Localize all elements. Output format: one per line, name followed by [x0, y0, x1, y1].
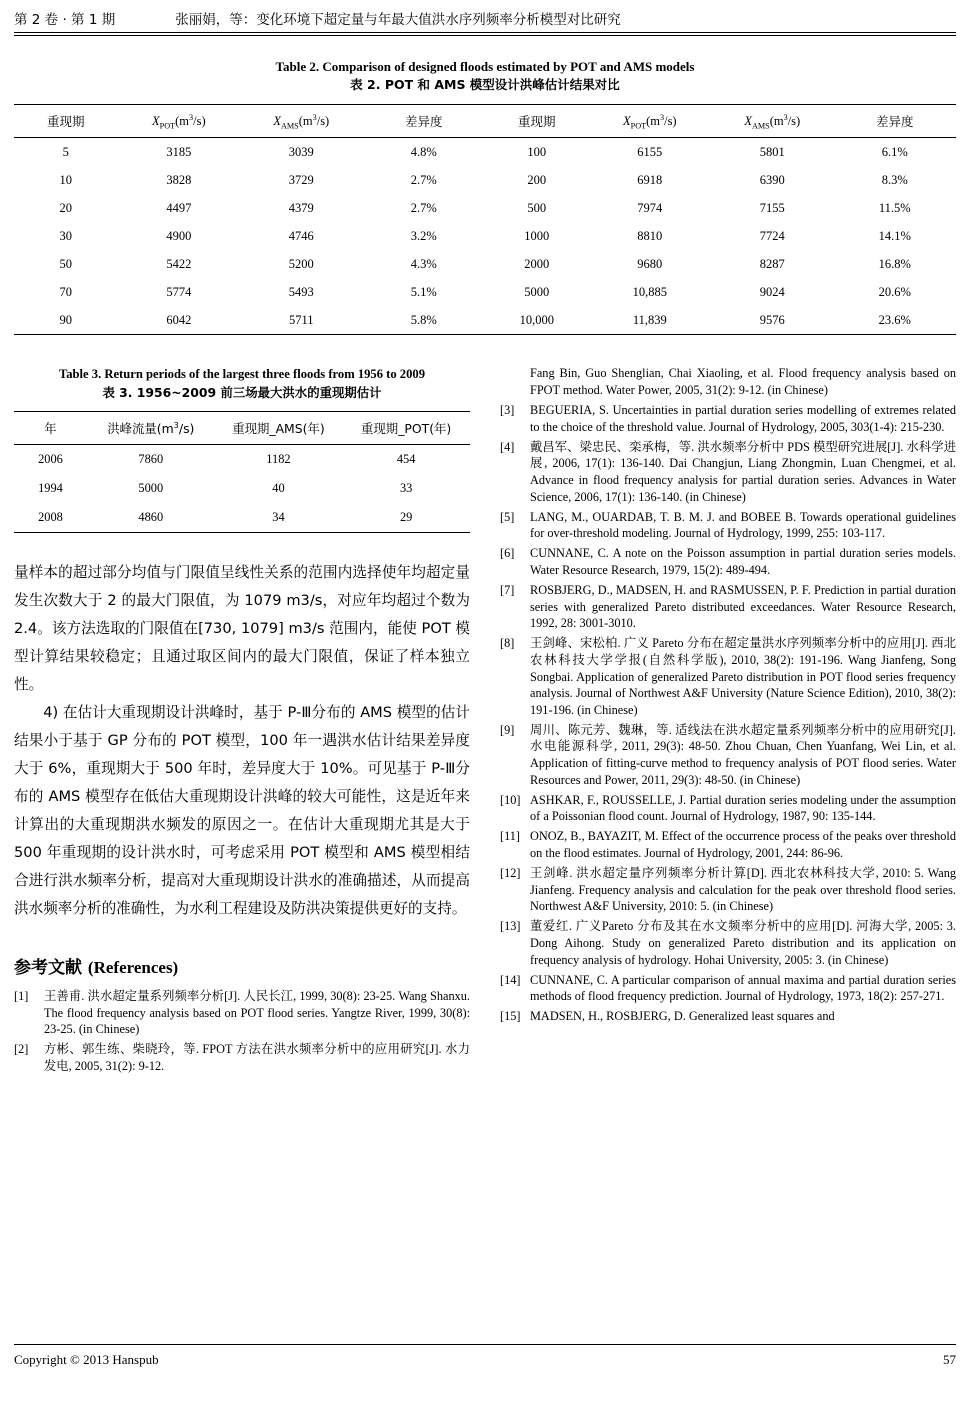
running-header	[14, 8, 956, 32]
table3-col-1: 洪峰流量$(m^3/s)$	[107, 419, 195, 436]
list-item	[500, 865, 956, 915]
table2-col-6: $X_{AMS}(m^3/s)$	[744, 112, 801, 131]
table2-caption-en: Table 2. Comparison of designed floods estimated by POT and AMS models	[275, 58, 695, 74]
cell: 40	[272, 480, 285, 495]
reference-number: [10]	[500, 792, 521, 807]
running-header-journal: 第 2 卷 · 第 1 期	[14, 12, 116, 28]
table2-col-4: 重现期	[518, 115, 556, 130]
cell: 200	[527, 172, 547, 187]
reference-text: BEGUERIA, S. Uncertainties in partial duration series modelling of extremes related to the choice of the threshold value. Journal of Hydrology, 2005, 303(1-4): 215-230.	[530, 403, 956, 434]
list-item	[500, 918, 956, 968]
reference-text: ONOZ, B., BAYAZIT, M. Effect of the occurrence process of the peaks over threshold on the flood estimates. Journal of Hydrology, 2001, 244: 86-96.	[530, 829, 956, 860]
cell: 1182	[266, 451, 291, 466]
cell: 6918	[637, 172, 663, 187]
list-item	[500, 828, 956, 861]
page-content	[14, 8, 956, 1078]
list-item	[500, 635, 956, 718]
list-item	[14, 1041, 470, 1074]
references-heading	[14, 953, 470, 978]
cell: 2.7%	[410, 200, 437, 215]
reference-text: MADSEN, H., ROSBJERG, D. Generalized least squares and	[530, 1009, 835, 1024]
cell: 5422	[166, 256, 192, 271]
table-row	[14, 194, 956, 222]
reference-number: [2]	[14, 1042, 29, 1057]
table3-col-3: 重现期_POT(年)	[361, 420, 452, 436]
cell: 4.3%	[410, 256, 437, 271]
reference-text: 董爱红. 广义Pareto 分布及其在水文频率分析中的应用[D]. 河海大学, 2005: 3. Dong Aihong. Study on generalized Pareto distribution and its application on frequency analysis of hydrology. Hohai University, 2005: 3. (in Chinese)	[530, 919, 956, 967]
reference-text: 王剑峰、宋松柏. 广义 Pareto 分布在超定量洪水序列频率分析中的应用[J]. 西北农林科技大学学报(自然科学版), 2010, 38(2): 191-196. Wang Jianfeng, Song Songbai. Application of generalized Pareto distribution in POT flood series frequency analysis. Journal of Northwest A&F University (Nature Science Edition), 2010, 38(2): 191-196. (in Chinese)	[530, 636, 956, 717]
cell: 6155	[637, 144, 663, 159]
reference-number	[500, 365, 530, 398]
table-row	[14, 138, 956, 167]
cell: 4.8%	[410, 144, 437, 159]
cell: 14.1%	[878, 228, 911, 243]
reference-number: [5]	[500, 509, 515, 524]
reference-text: CUNNANE, C. A particular comparison of annual maxima and partial duration series methods of flood frequency prediction. Journal of Hydrology, 1973, 18(2): 257-271.	[530, 972, 956, 1004]
reference-text: ASHKAR, F., ROUSSELLE, J. Partial duration series modeling under the assumption of a Poissonian flood count. Journal of Hydrology, 1987, 90: 135-144.	[530, 792, 956, 824]
two-column-area	[14, 365, 956, 1077]
table-row	[14, 474, 470, 503]
cell: 5000	[524, 284, 550, 299]
cell: 5801	[759, 144, 785, 159]
cell: 30	[59, 228, 73, 243]
cell: 1000	[524, 228, 550, 243]
cell: 34	[272, 509, 285, 524]
table-row	[14, 222, 956, 250]
table2-col-5: $X_{POT}(m^3/s)$	[623, 112, 677, 131]
reference-number: [15]	[500, 1009, 521, 1024]
references-right	[500, 365, 956, 1024]
cell: 3828	[166, 172, 192, 187]
cell: 4900	[166, 228, 192, 243]
table2-col-7: 差异度	[875, 115, 914, 130]
table3-caption	[14, 365, 470, 401]
references-left	[14, 988, 470, 1074]
body-paragraph-1: 量样本的超过部分均值与门限值呈线性关系的范围内选择使年均超定量发生次数大于 2 的最大门限值，为 1079 m3/s，对应年均超过个数为 2.4。该方法选取的门限值在[730, 1079] m3/s 范围内，能使 POT 模型计算结果较稳定；且通过取区间内的最大门限值，保证了样本独立性。	[14, 563, 470, 693]
cell: 6042	[166, 312, 192, 327]
table3-caption-en: Table 3. Return periods of the largest three floods from 1956 to 2009	[58, 367, 425, 382]
table2-col-0: 重现期	[47, 115, 85, 130]
cell: 3.2%	[410, 228, 437, 243]
reference-text: 王剑峰. 洪水超定量序列频率分析计算[D]. 西北农林科技大学, 2010: 5. Wang Jianfeng. Frequency analysis and calculation for the peak over threshold flood series. Northwest A&F University, 2010: 5. (in Chinese)	[530, 866, 956, 914]
cell: 10	[59, 172, 73, 187]
table-row	[14, 278, 956, 306]
cell: 50	[59, 256, 73, 271]
reference-number: [11]	[500, 829, 521, 844]
cell: 3729	[288, 172, 314, 187]
running-header-title: 张丽娟，等：变化环境下超定量与年最大值洪水序列频率分析模型对比研究	[175, 12, 621, 28]
table2-col-2: $X_{AMS}(m^3/s)$	[273, 112, 330, 131]
cell: 10,000	[519, 312, 554, 327]
cell: 11.5%	[878, 200, 911, 215]
reference-text: CUNNANE, C. A note on the Poisson assumption in partial duration series models. Water Resource Research, 1979, 15(2): 489-494.	[530, 546, 956, 577]
reference-number: [3]	[500, 403, 515, 418]
cell: 3039	[288, 144, 314, 159]
cell: 7974	[637, 200, 663, 215]
table2	[14, 104, 956, 335]
references-heading-en: (References)	[87, 957, 179, 977]
table-row	[14, 503, 470, 533]
footer-rule	[14, 1344, 956, 1345]
cell: 90	[59, 312, 73, 327]
cell: 5.1%	[410, 284, 437, 299]
reference-number: [9]	[500, 722, 515, 737]
left-column	[14, 365, 470, 1077]
cell: 16.8%	[878, 256, 911, 271]
reference-number: [8]	[500, 636, 515, 651]
cell: 5200	[288, 256, 314, 271]
cell: 8810	[637, 228, 663, 243]
table2-caption	[14, 58, 956, 95]
right-column	[500, 365, 956, 1077]
list-item	[14, 988, 470, 1038]
list-item	[500, 582, 956, 632]
reference-number: [13]	[500, 919, 521, 934]
table2-header-row	[14, 105, 956, 138]
reference-text: 周川、陈元芳、魏琳，等. 适线法在洪水超定量系列频率分析中的应用研究[J]. 水电能源科学, 2011, 29(3): 48-50. Zhou Chuan, Chen Yuanfang, Wei Lin, et al. Application of fitting-curve method to frequency analysis of POT flood series. Water Resources and Power, 2011, 29(3): 48-50. (in Chinese)	[530, 722, 956, 787]
cell: 6.1%	[881, 144, 908, 159]
cell: 11,839	[632, 312, 667, 327]
cell: 100	[527, 144, 547, 159]
table-row	[14, 166, 956, 194]
table3	[14, 411, 470, 533]
table2-caption-cn: 表 2. POT 和 AMS 模型设计洪峰估计结果对比	[350, 77, 620, 93]
cell: 5711	[289, 312, 314, 327]
table2-col-3: 差异度	[404, 115, 443, 130]
cell: 33	[399, 480, 413, 495]
references-heading-cn: 参考文献	[14, 957, 82, 978]
table-row	[14, 306, 956, 335]
reference-text: LANG, M., OUARDAB, T. B. M. J. and BOBEE B. Towards operational guidelines for over-threshold modeling. Journal of Hydrology, 1999, 255: 103-117.	[530, 509, 956, 541]
cell: 6390	[759, 172, 785, 187]
cell: 5774	[166, 284, 192, 299]
reference-text: 戴昌军、梁忠民、栾承梅，等. 洪水频率分析中 PDS 模型研究进展[J]. 水科学进展, 2006, 17(1): 136-140. Dai Changjun, Liang Zhongmin, Luan Chengmei, et al. Advance in flood frequency analysis for partial duration series. Advances in Water Science, 2006, 17(1): 136-140. (in Chinese)	[530, 439, 956, 504]
cell: 4860	[138, 509, 164, 524]
table3-body	[14, 444, 470, 532]
list-item	[500, 402, 956, 435]
body-text	[14, 559, 470, 923]
page-footer	[14, 1352, 956, 1368]
table2-body	[14, 138, 956, 335]
cell: 4746	[288, 228, 314, 243]
table-row	[14, 444, 470, 474]
copyright-text: Copyright © 2013 Hanspub	[14, 1352, 159, 1367]
cell: 23.6%	[878, 312, 911, 327]
list-item	[500, 792, 956, 825]
cell: 10,885	[632, 284, 667, 299]
reference-number: [4]	[500, 439, 515, 454]
cell: 4497	[166, 200, 192, 215]
cell: 500	[527, 200, 547, 215]
list-item	[500, 722, 956, 788]
reference-number: [1]	[14, 988, 29, 1003]
reference-text: Fang Bin, Guo Shenglian, Chai Xiaoling, et al. Flood frequency analysis based on FPOT method. Water Power, 2005, 31(2): 9-12. (in Chinese)	[530, 366, 956, 398]
cell: 7155	[759, 200, 785, 215]
cell: 8287	[759, 256, 785, 271]
header-rule-2	[14, 35, 956, 36]
reference-text: 方彬、郭生练、柴晓玲，等. FPOT 方法在洪水频率分析中的应用研究[J]. 水力发电, 2005, 31(2): 9-12.	[44, 1042, 470, 1073]
table3-col-2: 重现期_AMS(年)	[232, 420, 325, 436]
cell: 70	[59, 284, 73, 299]
body-paragraph-2: 4) 在估计大重现期设计洪峰时，基于 P-Ⅲ分布的 AMS 模型的估计结果小于基于 GP 分布的 POT 模型，100 年一遇洪水估计结果差异度大于 6%，重现期大于 500 年时，差异度大于 10%。可见基于 P-Ⅲ分布的 AMS 模型存在低估大重现期设计洪峰的较大可能性，这是近年来计算出的大重现期洪水频发的原因之一。在估计大重现期尤其是大于 500 年重现期的设计洪水时，可考虑采用 POT 模型和 AMS 模型相结合进行洪水频率分析，提高对大重现期设计洪水的准确描述，从而提高洪水频率分析的准确性，为水利工程建设及防洪决策提供更好的支持。	[14, 703, 470, 917]
list-item	[500, 509, 956, 542]
table-row	[14, 250, 956, 278]
cell: 454	[396, 451, 416, 466]
list-item	[500, 545, 956, 578]
cell: 3185	[166, 144, 192, 159]
cell: 2000	[524, 256, 550, 271]
cell: 9680	[637, 256, 663, 271]
cell: 2008	[38, 509, 63, 524]
list-item	[500, 972, 956, 1005]
cell: 5493	[288, 284, 314, 299]
reference-number: [12]	[500, 866, 521, 881]
table3-col-0: 年	[44, 420, 57, 436]
header-rule-1	[14, 32, 956, 33]
cell: 2.7%	[410, 172, 437, 187]
cell: 7860	[138, 451, 164, 466]
cell: 9024	[759, 284, 785, 299]
reference-number: [7]	[500, 583, 515, 598]
cell: 4379	[288, 200, 314, 215]
cell: 7724	[759, 228, 785, 243]
cell: 20.6%	[878, 284, 911, 299]
list-item	[500, 365, 956, 398]
cell: 20	[59, 200, 73, 215]
list-item	[500, 1008, 956, 1025]
cell: 1994	[38, 480, 63, 495]
cell: 5.8%	[410, 312, 437, 327]
cell: 8.3%	[881, 172, 908, 187]
cell: 5	[62, 144, 69, 159]
reference-number: [6]	[500, 546, 515, 561]
reference-text: 王善甫. 洪水超定量系列频率分析[J]. 人民长江, 1999, 30(8): 23-25. Wang Shanxu. The flood frequency analysis based on POT flood series. Yangtze River, 1999, 30(8): 23-25. (in Chinese)	[44, 988, 470, 1037]
table3-caption-cn: 表 3. 1956~2009 前三场最大洪水的重现期估计	[102, 384, 382, 400]
table3-header-row	[14, 411, 470, 444]
table2-col-1: $X_{POT}(m^3/s)$	[152, 112, 206, 131]
list-item	[500, 439, 956, 505]
page-number: 57	[943, 1352, 956, 1367]
cell: 9576	[759, 312, 785, 327]
cell: 5000	[138, 480, 164, 495]
cell: 2006	[38, 451, 63, 466]
reference-text: ROSBJERG, D., MADSEN, H. and RASMUSSEN, P. F. Prediction in partial duration series with generalized Pareto distributed exceedances. Water Resource Research, 1992, 28: 3001-3010.	[530, 583, 956, 631]
reference-number: [14]	[500, 972, 521, 987]
cell: 29	[399, 509, 413, 524]
